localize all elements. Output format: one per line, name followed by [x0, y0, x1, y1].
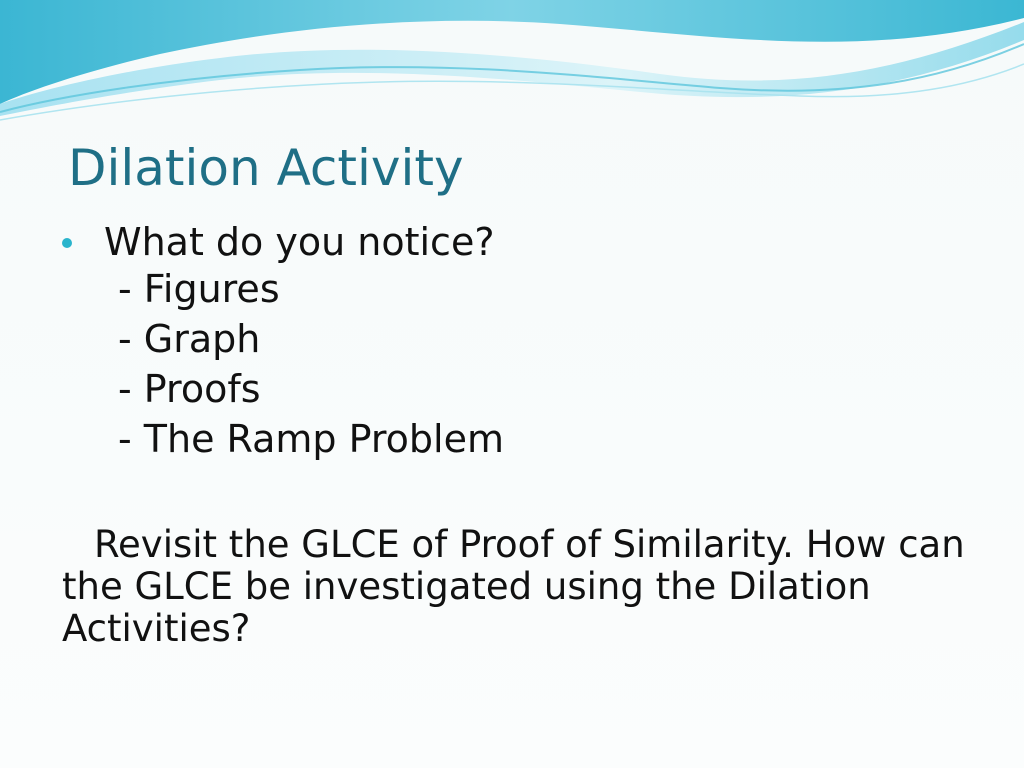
sub-item: - The Ramp Problem — [118, 417, 504, 461]
slide-title: Dilation Activity — [68, 139, 464, 197]
sub-item: - Proofs — [118, 367, 261, 411]
header-wave-decoration — [0, 0, 1024, 130]
paragraph-container — [62, 524, 982, 650]
sub-item-list — [118, 264, 1024, 464]
sub-item: - Graph — [118, 317, 261, 361]
bullet-section — [62, 214, 982, 464]
body-paragraph: Revisit the GLCE of Proof of Similarity. How can the GLCE be investigated using the Dilation Activities? — [62, 523, 965, 650]
sub-item: - Figures — [118, 267, 280, 311]
bullet-text: What do you notice? — [104, 220, 495, 264]
bullet-dot-icon — [62, 238, 72, 248]
bullet-item — [62, 214, 982, 264]
